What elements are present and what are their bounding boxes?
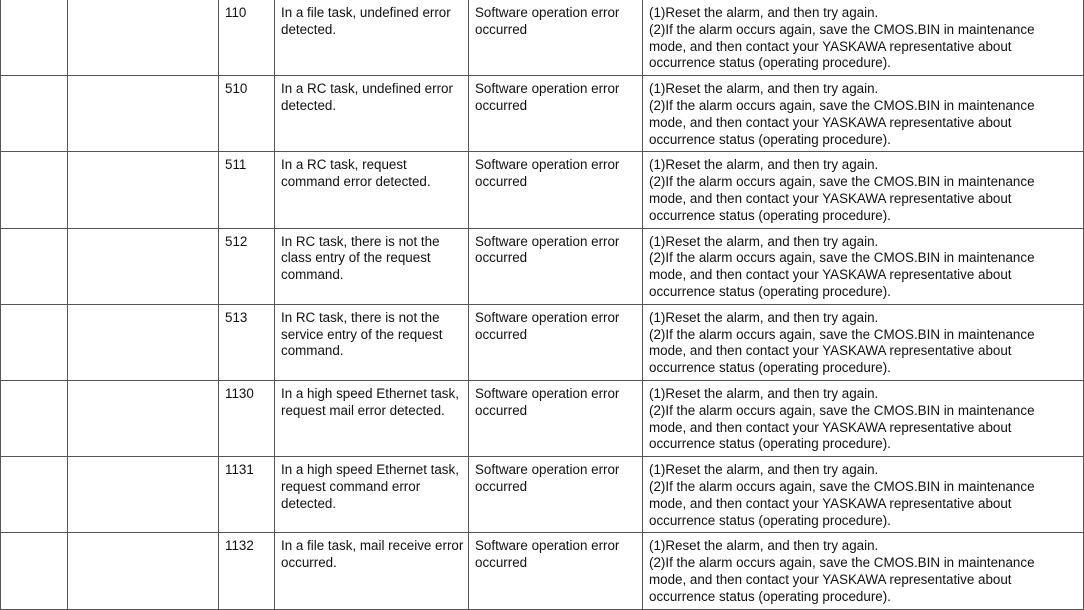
remedy-line: (2)If the alarm occurs again, save the CMOS.BIN in maintenance <box>649 21 1035 37</box>
table-row <box>1 152 1084 228</box>
meaning-cell: In a RC task, undefined error detected. <box>275 76 469 152</box>
empty-cell <box>68 76 219 152</box>
empty-cell <box>1 304 68 380</box>
meaning-cell: In RC task, there is not the class entry of the request command. <box>275 228 469 304</box>
remedy-line: mode, and then contact your YASKAWA representative about <box>649 571 1012 587</box>
remedy-line: (1)Reset the alarm, and then try again. <box>649 538 879 554</box>
remedy-line: (1)Reset the alarm, and then try again. <box>649 5 879 20</box>
table-row <box>1 457 1084 533</box>
remedy-line: (1)Reset the alarm, and then try again. <box>649 81 879 97</box>
table-row <box>1 228 1084 304</box>
empty-cell <box>1 380 68 456</box>
empty-cell <box>1 533 68 609</box>
empty-cell <box>1 76 68 152</box>
remedy-line: occurrence status (operating procedure). <box>649 283 891 299</box>
meaning-cell: In a file task, undefined error detected. <box>275 0 469 76</box>
cause-cell: Software operation error occurred <box>469 76 643 152</box>
remedy-line: occurrence status (operating procedure). <box>649 436 891 452</box>
remedy-cell <box>643 457 1084 533</box>
remedy-line: mode, and then contact your YASKAWA representative about <box>649 343 1012 359</box>
empty-cell <box>68 152 219 228</box>
meaning-cell: In a RC task, request command error detected. <box>275 152 469 228</box>
remedy-cell <box>643 152 1084 228</box>
subcode-cell: 1132 <box>219 533 275 609</box>
subcode-cell: 1130 <box>219 380 275 456</box>
empty-cell <box>68 533 219 609</box>
subcode-cell: 110 <box>219 0 275 76</box>
remedy-line: mode, and then contact your YASKAWA representative about <box>649 495 1012 511</box>
empty-cell <box>1 457 68 533</box>
alarm-table-body <box>1 0 1084 609</box>
empty-cell <box>68 380 219 456</box>
table-row <box>1 533 1084 609</box>
empty-cell <box>1 228 68 304</box>
remedy-cell <box>643 76 1084 152</box>
remedy-line: (2)If the alarm occurs again, save the CMOS.BIN in maintenance <box>649 326 1035 342</box>
remedy-line: occurrence status (operating procedure). <box>649 360 891 376</box>
remedy-line: (2)If the alarm occurs again, save the CMOS.BIN in maintenance <box>649 478 1035 494</box>
meaning-cell: In a file task, mail receive error occurred. <box>275 533 469 609</box>
remedy-cell <box>643 304 1084 380</box>
subcode-cell: 512 <box>219 228 275 304</box>
empty-cell <box>68 228 219 304</box>
cause-cell: Software operation error occurred <box>469 533 643 609</box>
remedy-line: occurrence status (operating procedure). <box>649 207 891 223</box>
remedy-line: (2)If the alarm occurs again, save the CMOS.BIN in maintenance <box>649 555 1035 571</box>
empty-cell <box>1 152 68 228</box>
cause-cell: Software operation error occurred <box>469 457 643 533</box>
remedy-line: mode, and then contact your YASKAWA representative about <box>649 38 1012 54</box>
remedy-line: mode, and then contact your YASKAWA representative about <box>649 267 1012 283</box>
meaning-cell: In a high speed Ethernet task, request command error detected. <box>275 457 469 533</box>
remedy-line: occurrence status (operating procedure). <box>649 131 891 147</box>
remedy-line: (1)Reset the alarm, and then try again. <box>649 385 879 401</box>
subcode-cell: 511 <box>219 152 275 228</box>
remedy-cell <box>643 0 1084 76</box>
remedy-line: occurrence status (operating procedure). <box>649 512 891 528</box>
subcode-cell: 1131 <box>219 457 275 533</box>
cause-cell: Software operation error occurred <box>469 304 643 380</box>
remedy-line: occurrence status (operating procedure). <box>649 588 891 604</box>
remedy-line: (2)If the alarm occurs again, save the CMOS.BIN in maintenance <box>649 402 1035 418</box>
meaning-cell: In a high speed Ethernet task, request mail error detected. <box>275 380 469 456</box>
empty-cell <box>68 0 219 76</box>
cause-cell: Software operation error occurred <box>469 0 643 76</box>
empty-cell <box>1 0 68 76</box>
table-row <box>1 76 1084 152</box>
table-row <box>1 304 1084 380</box>
remedy-line: (1)Reset the alarm, and then try again. <box>649 157 879 173</box>
remedy-line: mode, and then contact your YASKAWA representative about <box>649 419 1012 435</box>
remedy-cell <box>643 380 1084 456</box>
cause-cell: Software operation error occurred <box>469 380 643 456</box>
remedy-cell <box>643 228 1084 304</box>
remedy-line: mode, and then contact your YASKAWA representative about <box>649 114 1012 130</box>
remedy-cell <box>643 533 1084 609</box>
remedy-line: occurrence status (operating procedure). <box>649 55 891 71</box>
subcode-cell: 513 <box>219 304 275 380</box>
empty-cell <box>68 304 219 380</box>
remedy-line: (1)Reset the alarm, and then try again. <box>649 309 879 325</box>
remedy-line: (2)If the alarm occurs again, save the CMOS.BIN in maintenance <box>649 174 1035 190</box>
remedy-line: (2)If the alarm occurs again, save the CMOS.BIN in maintenance <box>649 97 1035 113</box>
empty-cell <box>68 457 219 533</box>
meaning-cell: In RC task, there is not the service entry of the request command. <box>275 304 469 380</box>
remedy-line: mode, and then contact your YASKAWA representative about <box>649 190 1012 206</box>
cause-cell: Software operation error occurred <box>469 228 643 304</box>
remedy-line: (1)Reset the alarm, and then try again. <box>649 462 879 478</box>
table-row <box>1 380 1084 456</box>
table-row <box>1 0 1084 76</box>
cause-cell: Software operation error occurred <box>469 152 643 228</box>
remedy-line: (1)Reset the alarm, and then try again. <box>649 233 879 249</box>
remedy-line: (2)If the alarm occurs again, save the CMOS.BIN in maintenance <box>649 250 1035 266</box>
subcode-cell: 510 <box>219 76 275 152</box>
